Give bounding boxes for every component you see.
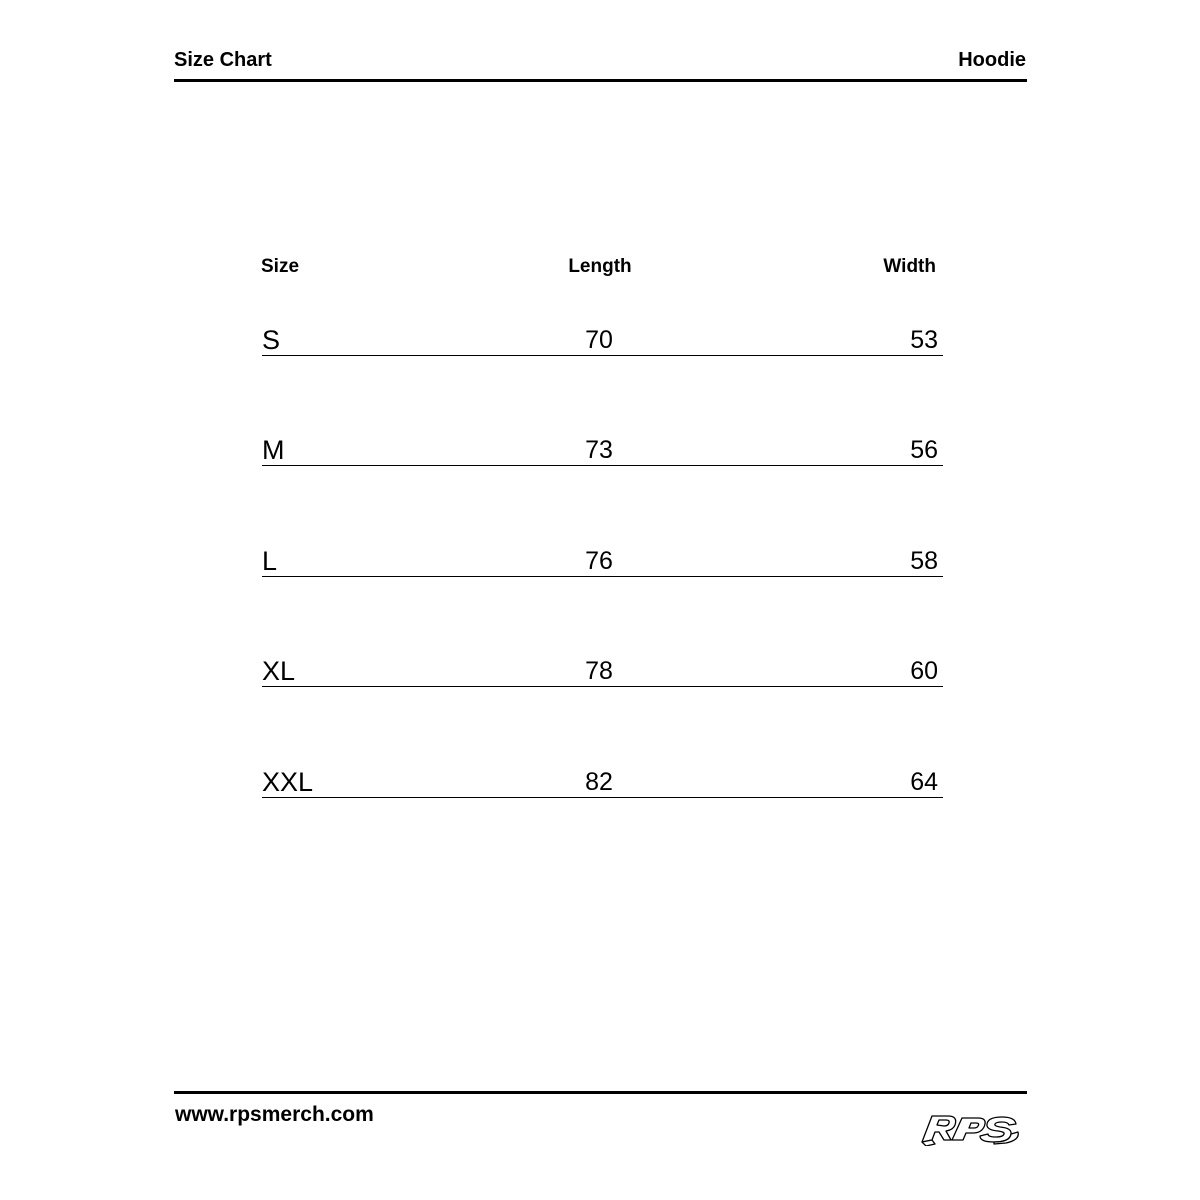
column-header-length: Length (568, 256, 632, 277)
length-cell: 82 (585, 768, 613, 796)
column-header-size: Size (261, 256, 300, 277)
footer-divider (174, 1091, 1027, 1094)
header-divider (174, 79, 1027, 82)
table-row (262, 646, 943, 687)
page-title: Size Chart (174, 49, 272, 71)
width-cell: 53 (910, 326, 938, 354)
table-row (262, 757, 943, 798)
size-cell: XXL (262, 767, 314, 797)
table-row (262, 536, 943, 577)
size-cell: L (262, 546, 278, 576)
column-header-width: Width (883, 256, 936, 277)
website-link[interactable]: www.rpsmerch.com (175, 1103, 374, 1126)
length-cell: 78 (585, 657, 613, 685)
length-cell: 76 (585, 547, 613, 575)
width-cell: 56 (910, 436, 938, 464)
size-cell: M (262, 435, 285, 465)
length-cell: 70 (585, 326, 613, 354)
width-cell: 64 (910, 768, 938, 796)
size-cell: S (262, 325, 281, 355)
rps-logo-icon (918, 1106, 1028, 1146)
width-cell: 60 (910, 657, 938, 685)
table-row (262, 315, 943, 356)
product-name: Hoodie (958, 49, 1026, 71)
size-cell: XL (262, 656, 296, 686)
length-cell: 73 (585, 436, 613, 464)
table-row (262, 425, 943, 466)
width-cell: 58 (910, 547, 938, 575)
